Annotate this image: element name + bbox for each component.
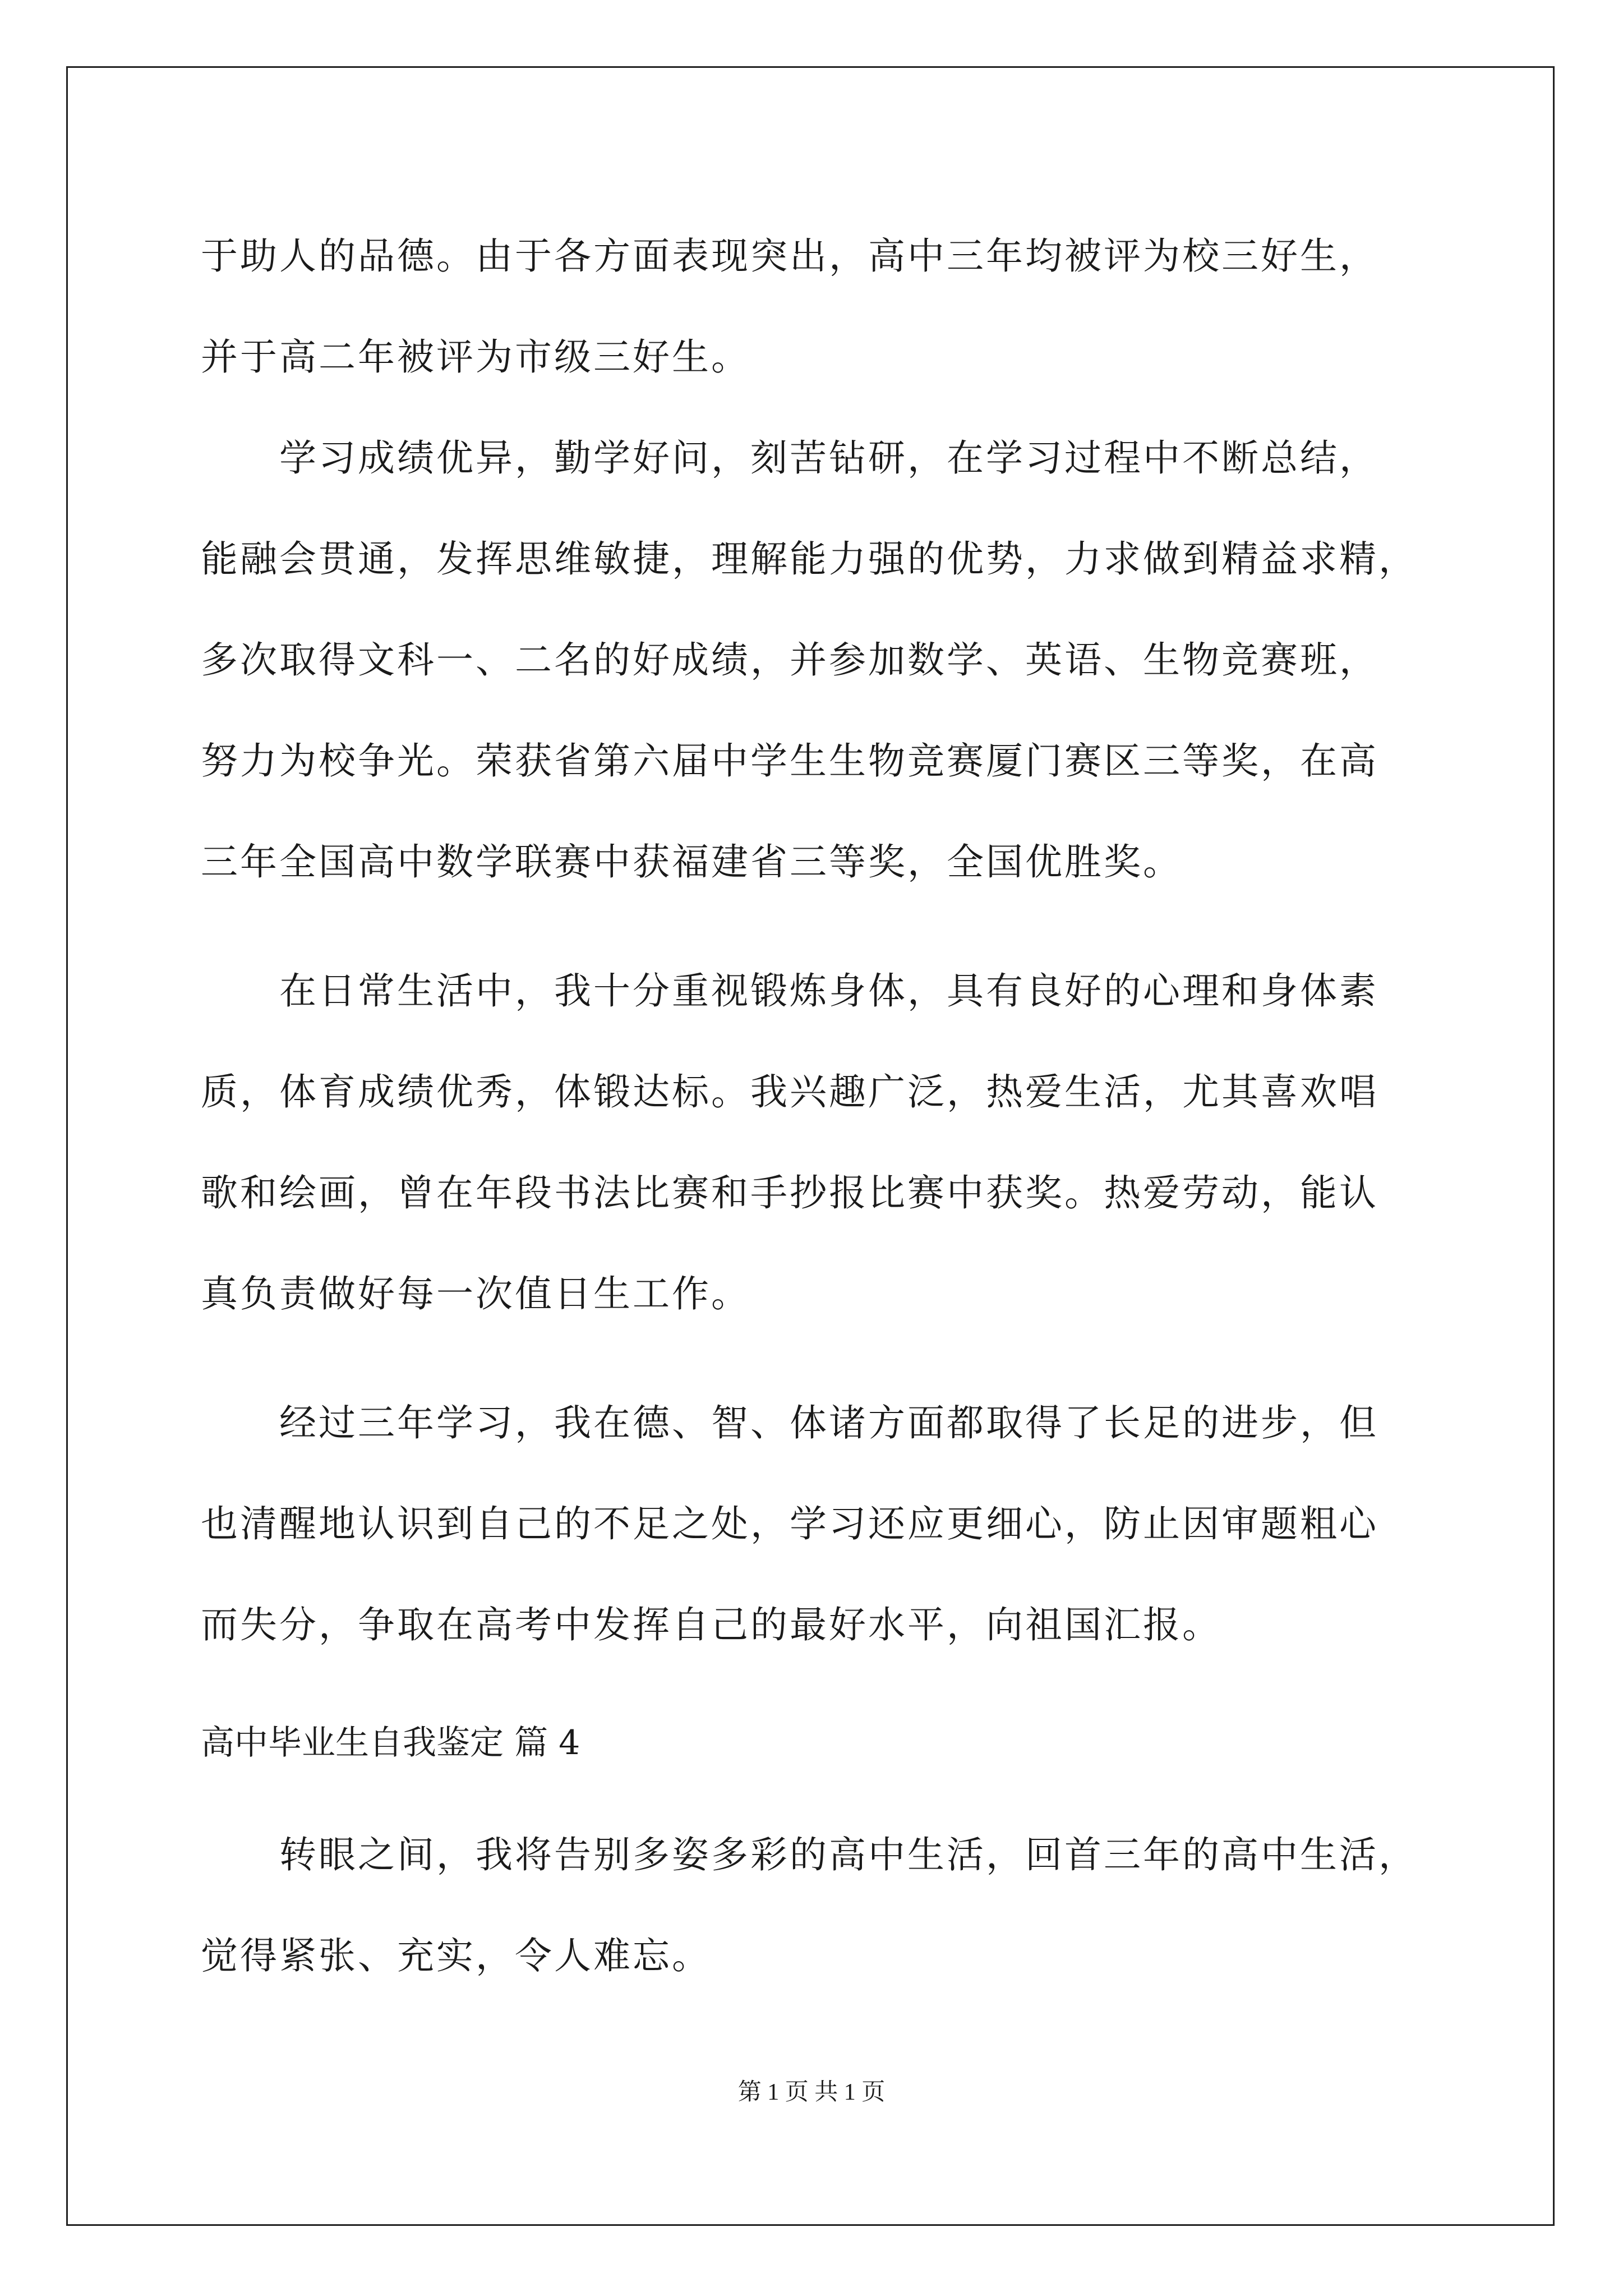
page-border [66,66,1555,2226]
paragraph-section4-line-2: 觉得紧张、充实，令人难忘。 [201,1934,711,1977]
paragraph-study-line-1: 学习成绩优异，勤学好问，刻苦钻研，在学习过程中不断总结， [279,436,1378,480]
paragraph-summary-line-1: 经过三年学习，我在德、智、体诸方面都取得了长足的进步，但 [279,1401,1378,1444]
paragraph-summary-line-3: 而失分，争取在高考中发挥自己的最好水平，向祖国汇报。 [201,1603,1221,1646]
paragraph-life-line-3: 歌和绘画，曾在年段书法比赛和手抄报比赛中获奖。热爱劳动，能认 [201,1171,1378,1214]
paragraph-study-line-4: 努力为校争光。荣获省第六届中学生生物竞赛厦门赛区三等奖，在高 [201,739,1378,783]
paragraph-study-line-5: 三年全国高中数学联赛中获福建省三等奖，全国优胜奖。 [201,840,1182,884]
paragraph-life-line-4: 真负责做好每一次值日生工作。 [201,1272,750,1315]
page-footer: 第 1 页 共 1 页 [737,2079,886,2105]
paragraph-study-line-2: 能融会贯通，发挥思维敏捷，理解能力强的优势，力求做到精益求精， [201,537,1418,581]
paragraph-study-line-3: 多次取得文科一、二名的好成绩，并参加数学、英语、生物竞赛班， [201,638,1378,682]
paragraph-summary-line-2: 也清醒地认识到自己的不足之处，学习还应更细心，防止因审题粗心 [201,1502,1378,1545]
paragraph-section4-line-1: 转眼之间，我将告别多姿多彩的高中生活，回首三年的高中生活， [279,1833,1418,1876]
body-line-1: 于助人的品德。由于各方面表现突出，高中三年均被评为校三好生， [201,234,1378,278]
body-line-2: 并于高二年被评为市级三好生。 [201,335,750,379]
paragraph-life-line-1: 在日常生活中，我十分重视锻炼身体，具有良好的心理和身体素 [279,969,1378,1013]
section-heading: 高中毕业生自我鉴定 篇 4 [201,1723,580,1763]
paragraph-life-line-2: 质，体育成绩优秀，体锻达标。我兴趣广泛，热爱生活，尤其喜欢唱 [201,1070,1378,1114]
